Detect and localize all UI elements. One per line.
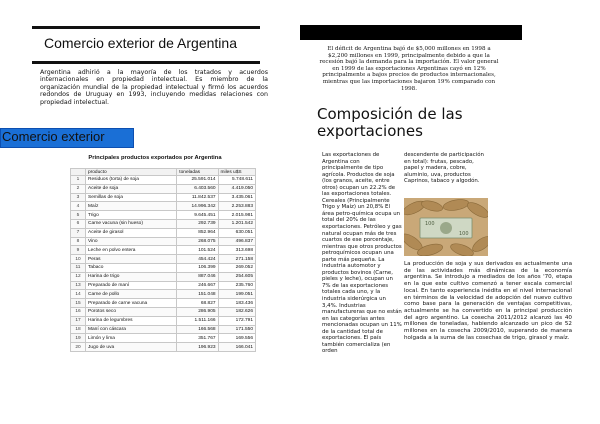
table-row <box>71 202 256 211</box>
table-cell: 196.923 <box>177 343 218 352</box>
table-row <box>71 272 256 281</box>
table-row <box>71 334 256 343</box>
table-row <box>71 176 256 185</box>
table-cell: 254.605 <box>218 272 255 281</box>
table-cell: 887.046 <box>177 272 218 281</box>
table-cell: Harina de trigo <box>86 272 177 281</box>
table-row <box>71 281 256 290</box>
table-cell: Leche en polvo entera <box>86 246 177 255</box>
table-row <box>71 307 256 316</box>
table-cell: Harina de legumbres <box>86 316 177 325</box>
page-title: Comercio exterior de Argentina <box>44 35 237 51</box>
table-cell: Trigo <box>86 211 177 220</box>
table-cell: 9 <box>71 246 86 255</box>
table-cell: 271.158 <box>218 255 255 264</box>
table-header-cell: miles u$S <box>218 169 255 176</box>
table-cell: 5.748.611 <box>218 176 255 185</box>
table-cell: 6 <box>71 219 86 228</box>
table-cell: 183.436 <box>218 299 255 308</box>
soy-paragraph: La producción de soja y sus derivados es actualmente una de las actividades más dinámicas de la economía argentina. Se introdujo a mediados de los años '70, etapa en la que este cultivo comenzó a tener escala comercial local. En tanto experiencia inédita en el nivel internacional en términos de la velocidad de adopción del nuevo cultivo como base para la generación de ventajas competitivas, actualmente se ha convertido en la principal producción del agro argentino. La cosecha 2011/2012 alcanzó las 40 millones de toneladas, habiendo alcanzado un pico de 52 millones en la cosecha 2009/2010, superando de manera holgada a la suma de las cosechas de trigo, girasol y maíz. <box>404 261 572 341</box>
table-row <box>71 343 256 352</box>
table-cell: 7 <box>71 228 86 237</box>
table-cell: 20 <box>71 343 86 352</box>
table-cell: 1.201.542 <box>218 219 255 228</box>
table-cell: 852.964 <box>177 228 218 237</box>
table-row <box>71 228 256 237</box>
table-cell: Preparado de carne vacuna <box>86 299 177 308</box>
table-cell: Vino <box>86 237 177 246</box>
table-cell: Limón y lima <box>86 334 177 343</box>
table-cell: Carne de pollo <box>86 290 177 299</box>
table-cell: 17 <box>71 316 86 325</box>
table-cell: 151.048 <box>177 290 218 299</box>
table-cell: 14.996.342 <box>177 202 218 211</box>
exports-text-column-2: descendente de participación en total): frutas, pescado, papel y madera, cobre, aluminio, uva, productos Caprinos, tabaco y algodón. <box>404 152 484 185</box>
table-cell: 496.837 <box>218 237 255 246</box>
table-cell: Jugo de uva <box>86 343 177 352</box>
table-cell: 12 <box>71 272 86 281</box>
soybean-photo <box>404 198 488 256</box>
table-cell: 8 <box>71 237 86 246</box>
table-cell: 11 <box>71 263 86 272</box>
table-cell: 3.435.061 <box>218 193 255 202</box>
table-header-cell: toneladas <box>177 169 218 176</box>
header-bar <box>300 25 522 40</box>
table-cell: 6.403.560 <box>177 184 218 193</box>
table-cell: Semillas de soja <box>86 193 177 202</box>
table-row <box>71 193 256 202</box>
table-cell: 169.556 <box>218 334 255 343</box>
table-row <box>71 184 256 193</box>
table-header-cell: producto <box>86 169 177 176</box>
exports-text-column-1: Las exportaciones de Argentina con principalmente de tipo agrícola. Productos de soja (los granos, aceite, entre otros) ocupan un 22.2% de las exportaciones totales. Cereales (Principalmente Trigo y Maíz) un 20,8% El área petro-química ocupa un total del 20% de las exportaciones. Petróleo y gas natural ocupan más de tres cuartos de ese porcentaje, mientras que otros productos petroquímicos ocupan una parte más pequeña. La industria automotor y productos bovinos (Carne, pieles y leche), ocupan un 7% de las exportaciones totales cada uno, y la industria siderúrgica un 3,4%. Industrias manufactureras que no están en las categorías antes mencionadas ocupan un 11% de la cantidad total de exportaciones. El país también comercializa (en orden <box>322 152 402 355</box>
table-cell: 18 <box>71 325 86 334</box>
table-cell: Carne vacuna (sin hueso) <box>86 219 177 228</box>
table-cell: 182.626 <box>218 307 255 316</box>
table-header-row <box>71 169 256 176</box>
table-row <box>71 211 256 220</box>
table-row <box>71 290 256 299</box>
table-cell: 292.739 <box>177 219 218 228</box>
table-row <box>71 237 256 246</box>
table-row <box>71 255 256 264</box>
svg-text:100: 100 <box>459 231 469 237</box>
table-cell: 171.550 <box>218 325 255 334</box>
table-cell: Porotos seco <box>86 307 177 316</box>
table-cell: 246.667 <box>177 281 218 290</box>
table-cell: Preparado de maní <box>86 281 177 290</box>
table-cell: Maíz <box>86 202 177 211</box>
table-cell: 166.568 <box>177 325 218 334</box>
table-cell: 286.905 <box>177 307 218 316</box>
table-cell: 1 <box>71 176 86 185</box>
table-cell: 2.253.883 <box>218 202 255 211</box>
table-cell: 10 <box>71 255 86 264</box>
table-row <box>71 263 256 272</box>
deficit-paragraph: El déficit de Argentina bajó de $5,000 millones en 1998 a $2,200 millones en 1999, principalmente debido a que la recesión bajó la demanda para la importación. El valor general en 1999 de las exportaciones Argentinas cayó en 12% principalmente a bajos precios de productos internacionales, mientras que las importaciones bajaron 19% comparado con 1998. <box>319 46 499 92</box>
table-cell: Aceite de soja <box>86 184 177 193</box>
table-cell: 2 <box>71 184 86 193</box>
exports-table <box>70 168 256 352</box>
table-cell: 199.051 <box>218 290 255 299</box>
table-cell: 268.075 <box>177 237 218 246</box>
table-cell: 3 <box>71 193 86 202</box>
table-title: Principales productos exportados por Argentina <box>88 155 222 161</box>
table-cell: 106.399 <box>177 263 218 272</box>
table-cell: 4.419.050 <box>218 184 255 193</box>
table-cell: Residuos (torta) de soja <box>86 176 177 185</box>
table-row <box>71 316 256 325</box>
table-cell: 68.827 <box>177 299 218 308</box>
table-row <box>71 325 256 334</box>
table-cell: 172.791 <box>218 316 255 325</box>
table-cell: 101.524 <box>177 246 218 255</box>
table-row <box>71 246 256 255</box>
table-cell: 16 <box>71 307 86 316</box>
table-cell: Peras <box>86 255 177 264</box>
table-row <box>71 219 256 228</box>
table-cell: 313.698 <box>218 246 255 255</box>
svg-text:100: 100 <box>425 221 435 227</box>
table-row <box>71 299 256 308</box>
table-cell: 4 <box>71 202 86 211</box>
table-cell: 235.760 <box>218 281 255 290</box>
table-cell: 9.645.451 <box>177 211 218 220</box>
section-banner-label: Comercio exterior <box>2 129 105 144</box>
table-cell: Maní con cáscara <box>86 325 177 334</box>
table-cell: Aceite de girasol <box>86 228 177 237</box>
table-cell: 19 <box>71 334 86 343</box>
table-cell: 25.591.014 <box>177 176 218 185</box>
table-cell: 5 <box>71 211 86 220</box>
table-cell: 15 <box>71 299 86 308</box>
table-cell: 13 <box>71 281 86 290</box>
table-cell: 14 <box>71 290 86 299</box>
section-title: Composición de las exportaciones <box>317 105 463 140</box>
table-cell: 2.015.981 <box>218 211 255 220</box>
table-cell: 351.767 <box>177 334 218 343</box>
intro-paragraph: Argentina adhirió a la mayoría de los tratados y acuerdos internacionales en propiedad intelectual. Es miembro de la organización mundial de la propiedad intelectual y firmó los acuerdos redondos de Uruguay en 1993, incluyendo medidas relaciones con propiedad intelectual. <box>40 69 268 106</box>
table-cell: 11.842.537 <box>177 193 218 202</box>
table-cell: 454.424 <box>177 255 218 264</box>
table-cell: 269.052 <box>218 263 255 272</box>
table-cell: 1.511.166 <box>177 316 218 325</box>
table-cell: Tabaco <box>86 263 177 272</box>
table-header-cell <box>71 169 86 176</box>
table-cell: 166.041 <box>218 343 255 352</box>
table-cell: 630.051 <box>218 228 255 237</box>
